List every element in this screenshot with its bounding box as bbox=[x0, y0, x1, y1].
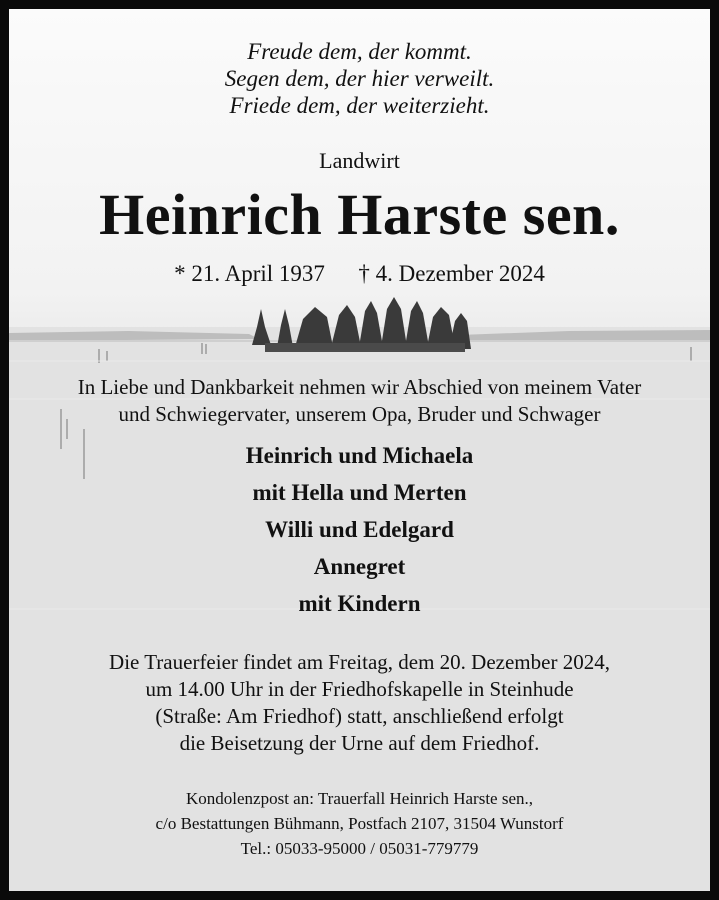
family-line-3: Willi und Edelgard bbox=[265, 517, 454, 542]
contact-line-2: c/o Bestattungen Bühmann, Postfach 2107, 31504 Wunstorf bbox=[155, 814, 564, 833]
contact-line-3: Tel.: 05033-95000 / 05031-779779 bbox=[240, 839, 479, 858]
intro-line-1: In Liebe und Dankbarkeit nehmen wir Abschied von meinem Vater bbox=[77, 375, 642, 399]
funeral-line-4: die Beisetzung der Urne auf dem Friedhof. bbox=[179, 731, 540, 755]
funeral-line-1: Die Trauerfeier findet am Freitag, dem 20. Dezember 2024, bbox=[109, 650, 610, 674]
birth-date: * 21. April 1937 bbox=[174, 261, 325, 286]
quote-line-2: Segen dem, der hier verweilt. bbox=[224, 66, 495, 91]
family-line-2: mit Hella und Merten bbox=[252, 480, 467, 505]
funeral-line-2: um 14.00 Uhr in der Friedhofskapelle in Steinhude bbox=[145, 677, 574, 701]
quote-line-3: Friede dem, der weiterzieht. bbox=[229, 93, 490, 118]
family-line-4: Annegret bbox=[313, 554, 406, 579]
funeral-line-3: (Straße: Am Friedhof) statt, anschließend erfolgt bbox=[155, 704, 564, 728]
occupation: Landwirt bbox=[319, 148, 400, 173]
quote-line-1: Freude dem, der kommt. bbox=[247, 39, 472, 64]
death-date: † 4. Dezember 2024 bbox=[358, 261, 545, 286]
family-line-5: mit Kindern bbox=[298, 591, 421, 616]
intro-line-2: und Schwiegervater, unserem Opa, Bruder und Schwager bbox=[118, 402, 601, 426]
obituary-text bbox=[9, 9, 710, 891]
family-line-1: Heinrich und Michaela bbox=[245, 443, 474, 468]
deceased-name: Heinrich Harste sen. bbox=[99, 182, 620, 247]
contact-line-1: Kondolenzpost an: Trauerfall Heinrich Harste sen., bbox=[186, 789, 533, 808]
life-dates bbox=[9, 261, 710, 287]
